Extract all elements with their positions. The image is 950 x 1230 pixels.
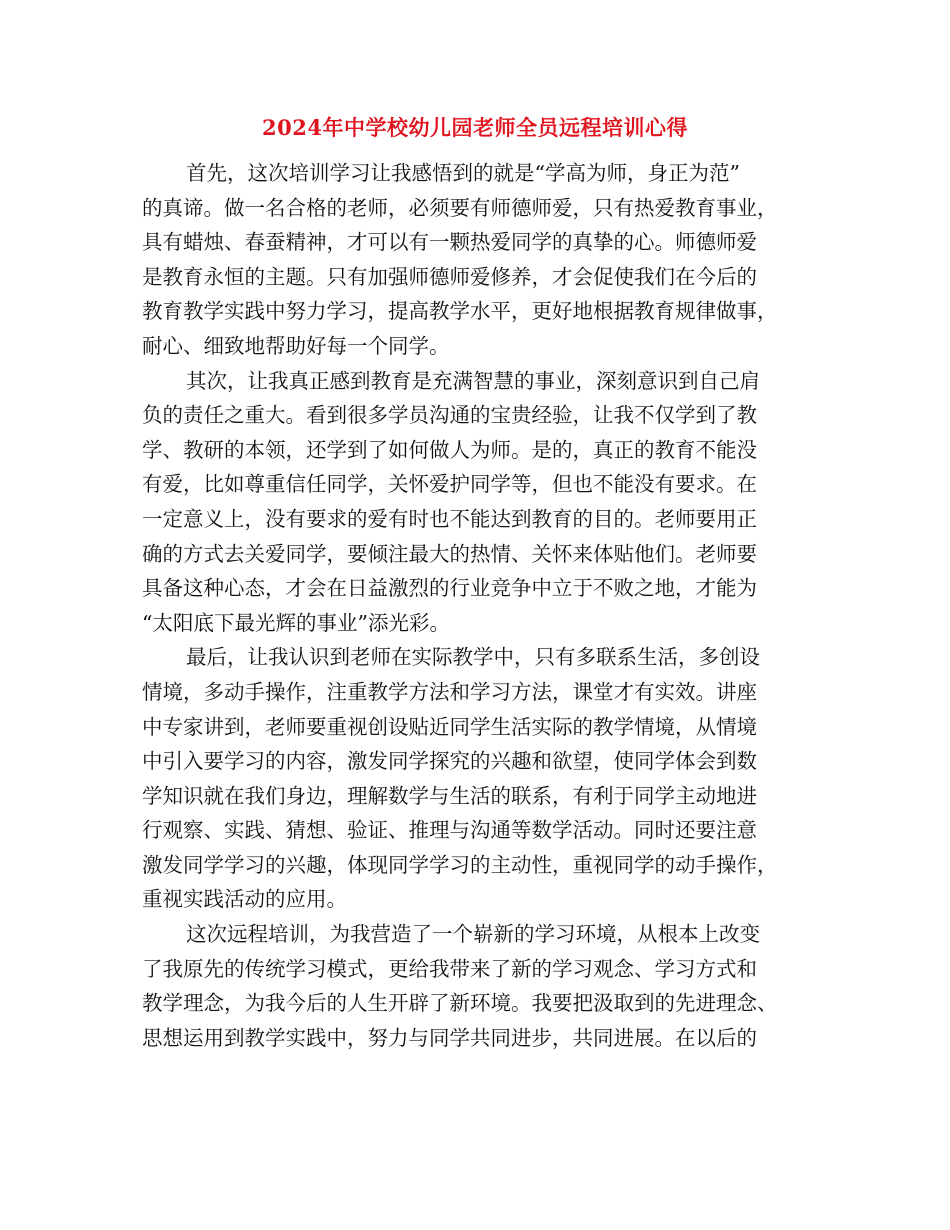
paragraph-line: 有爱，比如尊重信任同学，关怀爱护同学等，但也不能没有要求。在 [142,472,757,497]
paragraph-line: 了我原先的传统学习模式，更给我带来了新的学习观念、学习方式和 [142,956,757,981]
paragraph-line: 具备这种心态，才会在日益激烈的行业竞争中立于不败之地，才能为 [142,576,757,601]
paragraph-line: 耐心、细致地帮助好每一个同学。 [142,333,450,358]
paragraph-line: 教学理念，为我今后的人生开辟了新环境。我要把汲取到的先进理念、 [142,991,778,1016]
paragraph-line: 激发同学学习的兴趣，体现同学学习的主动性，重视同学的动手操作， [142,852,778,877]
paragraph-line: 负的责任之重大。看到很多学员沟通的宝贵经验，让我不仅学到了教 [142,403,757,428]
paragraph-line: 中引入要学习的内容，激发同学探究的兴趣和欲望，使同学体会到数 [142,749,757,774]
paragraph-line: 一定意义上，没有要求的爱有时也不能达到教育的目的。老师要用正 [142,506,757,531]
paragraph-line: 学知识就在我们身边，理解数学与生活的联系，有利于同学主动地进 [142,783,757,808]
paragraph-line: 的真谛。做一名合格的老师，必须要有师德师爱，只有热爱教育事业， [142,195,778,220]
paragraph-first-line: 这次远程培训，为我营造了一个崭新的学习环境，从根本上改变 [186,922,760,947]
paragraph-line: 行观察、实践、猜想、验证、推理与沟通等数学活动。同时还要注意 [142,818,757,843]
paragraph-first-line: 最后，让我认识到老师在实际教学中，只有多联系生活，多创设 [186,645,760,670]
paragraph-line: 确的方式去关爱同学，要倾注最大的热情、关怀来体贴他们。老师要 [142,541,757,566]
paragraph-first-line: 首先，这次培训学习让我感悟到的就是“学高为师，身正为范” [186,161,740,185]
paragraph-line: 重视实践活动的应用。 [142,887,347,912]
paragraph-line: 是教育永恒的主题。只有加强师德师爱修养，才会促使我们在今后的 [142,264,757,289]
paragraph-line: 教育教学实践中努力学习，提高教学水平，更好地根据教育规律做事， [142,299,778,324]
paragraph-line: “太阳底下最光辉的事业”添光彩。 [142,610,450,635]
paragraph-line: 学、教研的本领，还学到了如何做人为师。是的，真正的教育不能没 [142,437,757,462]
document-title: 2024年中学校幼儿园老师全员远程培训心得 [262,115,688,140]
paragraph-line: 中专家讲到，老师要重视创设贴近同学生活实际的教学情境，从情境 [142,714,757,739]
paragraph-line: 具有蜡烛、春蚕精神，才可以有一颗热爱同学的真挚的心。师德师爱 [142,230,757,255]
document-body [142,156,814,1055]
paragraph-line: 情境，多动手操作，注重教学方法和学习方法，课堂才有实效。讲座 [142,679,757,704]
paragraph-first-line: 其次，让我真正感到教育是充满智慧的事业，深刻意识到自己肩 [186,368,760,393]
paragraph-line: 思想运用到教学实践中，努力与同学共同进步，共同进展。在以后的 [142,1025,757,1050]
